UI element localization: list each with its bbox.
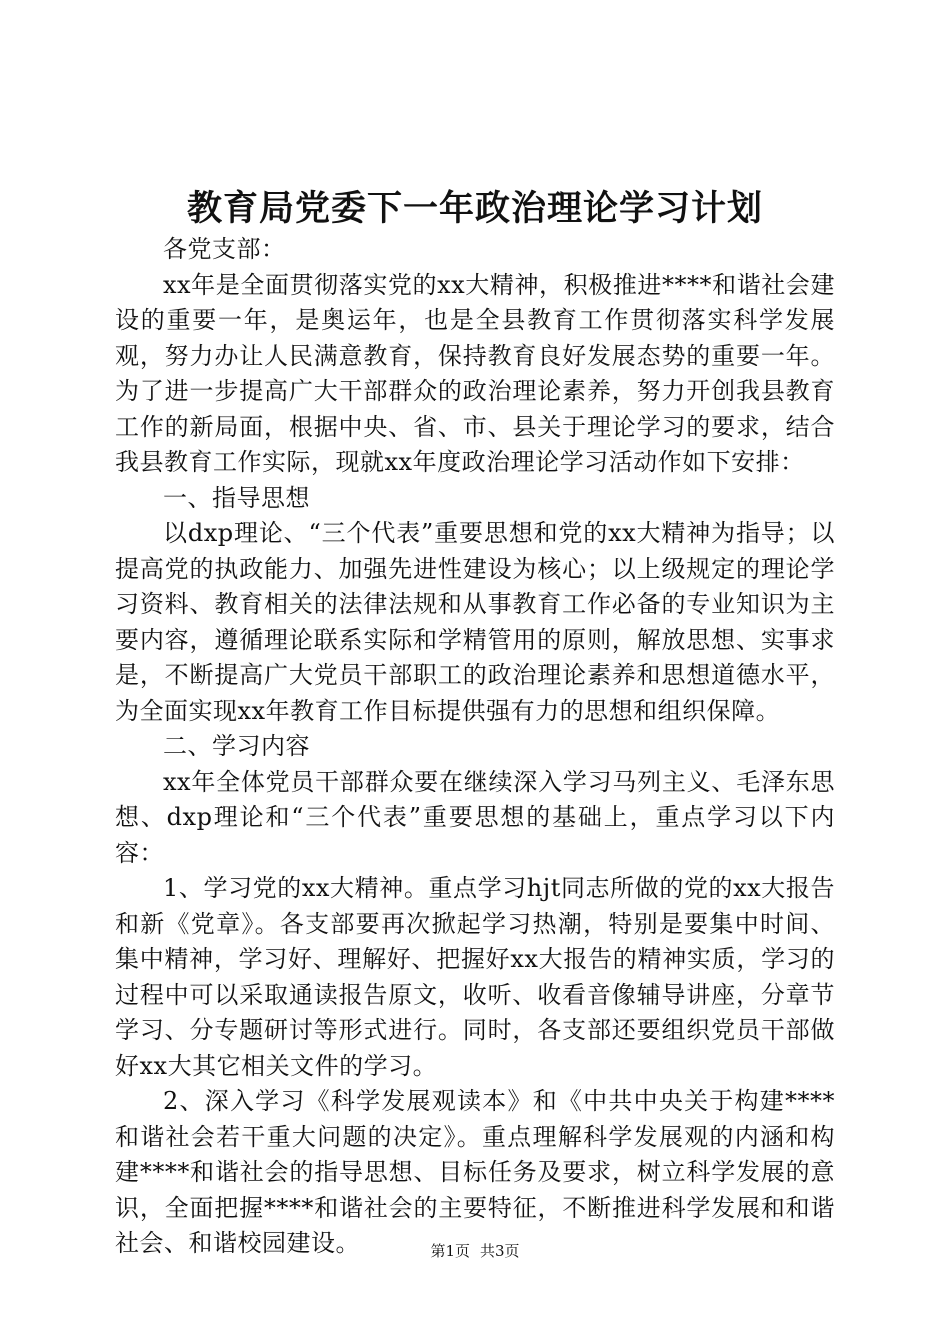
document-body xyxy=(115,232,835,1262)
page-number: 第1页 xyxy=(430,1242,470,1260)
salutation: 各党支部： xyxy=(163,235,286,263)
section-heading-guiding-thought: 一、指导思想 xyxy=(163,483,310,512)
study-item-2-paragraph: 2、深入学习《科学发展观读本》和《中共中央关于构建****和谐社会若干重大问题的决定》。重点理解科学发展观的内涵和构建****和谐社会的指导思想、目标任务及要求，树立科学发展的意识，全面把握****和谐社会的主要特征，不断推进科学发展和和谐社会、和谐校园建设。 xyxy=(115,1087,835,1257)
document-title: 教育局党委下一年政治理论学习计划 xyxy=(186,188,763,229)
intro-paragraph: xx年是全面贯彻落实党的xx大精神，积极推进****和谐社会建设的重要一年，是奥运年，也是全县教育工作贯彻落实科学发展观，努力办让人民满意教育，保持教育良好发展态势的重要一年。为了进一步提高广大干部群众的政治理论素养，努力开创我县教育工作的新局面，根据中央、省、市、县关于理论学习的要求，结合我县教育工作实际，现就xx年度政治理论学习活动作如下安排： xyxy=(115,270,835,476)
study-content-intro-paragraph: xx年全体党员干部群众要在继续深入学习马列主义、毛泽东思想、dxp理论和“三个代表”重要思想的基础上，重点学习以下内容： xyxy=(115,767,835,867)
guiding-thought-paragraph: 以dxp理论、“三个代表”重要思想和党的xx大精神为指导；以提高党的执政能力、加强先进性建设为核心；以上级规定的理论学习资料、教育相关的法律法规和从事教育工作必备的专业知识为主要内容，遵循理论联系实际和学精管用的原则，解放思想、实事求是，不断提高广大党员干部职工的政治理论素养和思想道德水平，为全面实现xx年教育工作目标提供强有力的思想和组织保障。 xyxy=(115,519,835,725)
page-total: 共3页 xyxy=(480,1242,520,1260)
study-item-1-paragraph: 1、学习党的xx大精神。重点学习hjt同志所做的党的xx大报告和新《党章》。各支部要再次掀起学习热潮，特别是要集中时间、集中精神，学习好、理解好、把握好xx大报告的精神实质，学习的过程中可以采取通读报告原文，收听、收看音像辅导讲座，分章节学习、分专题研讨等形式进行。同时，各支部还要组织党员干部做好xx大其它相关文件的学习。 xyxy=(115,874,835,1080)
section-heading-study-content: 二、学习内容 xyxy=(163,732,310,760)
page-footer xyxy=(0,1241,950,1261)
